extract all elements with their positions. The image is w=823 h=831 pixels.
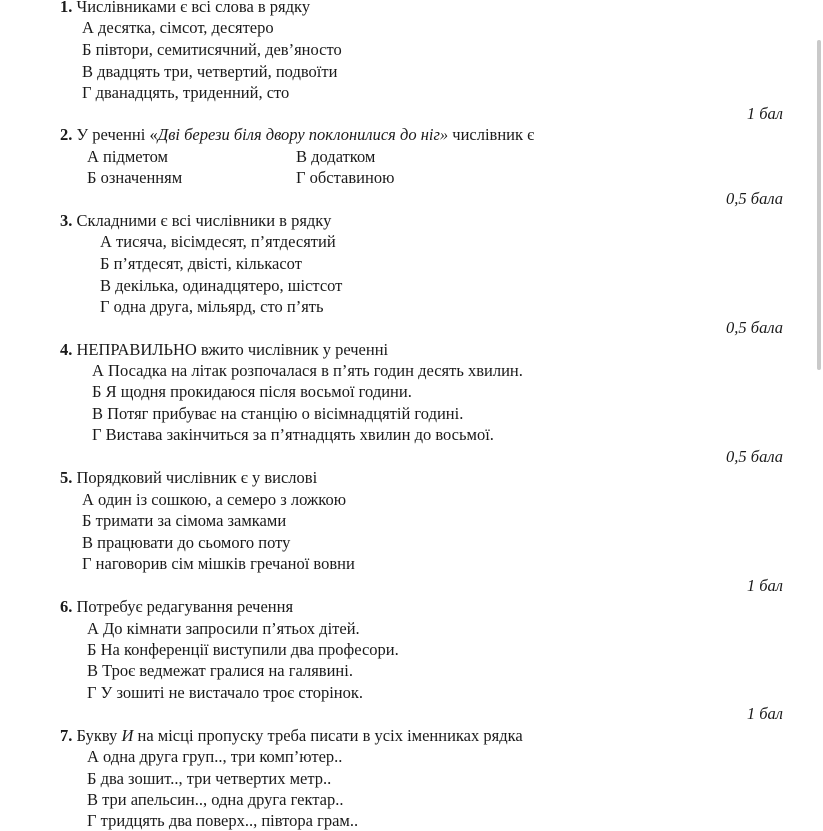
option-d: Г обставиною [296,168,395,187]
option-a: А підметом [87,147,168,166]
option-d: Г Вистава закінчиться за п’ятнадцять хвилин до восьмої. [92,425,494,444]
option-b: Б тримати за сімома замками [82,511,287,530]
scrollbar[interactable] [817,40,821,370]
question-number: 3. [60,211,73,230]
option-d: Г дванадцять, триденний, сто [82,83,290,102]
question-number: 4. [60,340,73,359]
question-4: 4. НЕПРАВИЛЬНО вжито числівник у реченні [60,340,389,359]
option-b: Б два зошит.., три четвертих метр.. [87,769,332,788]
option-b: Б означенням [87,168,183,187]
points-label: 1 бал [746,704,783,723]
question-number: 6. [60,597,73,616]
question-3: 3. Складними є всі числівники в рядку [60,211,332,230]
question-1: 1. Числівниками є всі слова в рядку [60,0,310,17]
option-a: А один із сошкою, а семеро з ложкою [82,490,347,509]
option-c: В двадцять три, четвертий, подвоїти [82,62,338,81]
option-c: В Троє ведмежат гралися на галявині. [87,661,353,680]
points-label: 0,5 бала [726,189,783,208]
points-label: 0,5 бала [726,318,783,337]
question-number: 1. [60,0,73,16]
question-number: 5. [60,468,73,487]
option-c: В Потяг прибуває на станцію о вісімнадцятій годині. [92,404,464,423]
option-b: Б півтори, семитисячний, дев’яносто [82,40,342,59]
option-b: Б Я щодня прокидаюся після восьмої години. [92,382,412,401]
points-label: 1 бал [746,104,783,123]
option-c: В декілька, одинадцятеро, шістсот [100,276,343,295]
points-label: 0,5 бала [726,447,783,466]
question-2: 2. У реченні «Дві берези біля двору поклонилися до ніг» числівник є [60,125,535,144]
option-c: В три апельсин.., одна друга гектар.. [87,790,344,809]
option-c: В додатком [296,147,376,166]
question-6: 6. Потребує редагування речення [60,597,294,616]
option-a: А До кімнати запросили п’ятьох дітей. [87,619,360,638]
option-c: В працювати до сьомого поту [82,533,291,552]
option-a: А Посадка на літак розпочалася в п’ять годин десять хвилин. [92,361,523,380]
option-a: А одна друга груп.., три комп’ютер.. [87,747,343,766]
question-7: 7. Букву И на місці пропуску треба писати в усіх іменниках рядка [60,726,523,745]
option-d: Г У зошиті не вистачало троє сторінок. [87,683,364,702]
option-d: Г тридцять два поверх.., півтора грам.. [87,811,359,830]
option-b: Б п’ятдесят, двісті, кількасот [100,254,302,273]
points-label: 1 бал [746,576,783,595]
option-d: Г одна друга, мільярд, сто п’ять [100,297,324,316]
question-5: 5. Порядковий числівник є у вислові [60,468,318,487]
question-number: 7. [60,726,73,745]
option-a: А десятка, сімсот, десятеро [82,18,274,37]
option-b: Б На конференції виступили два професори. [87,640,399,659]
option-d: Г наговорив сім мішків гречаної вовни [82,554,355,573]
question-number: 2. [60,125,73,144]
option-a: А тисяча, вісімдесят, п’ятдесятий [100,232,336,251]
